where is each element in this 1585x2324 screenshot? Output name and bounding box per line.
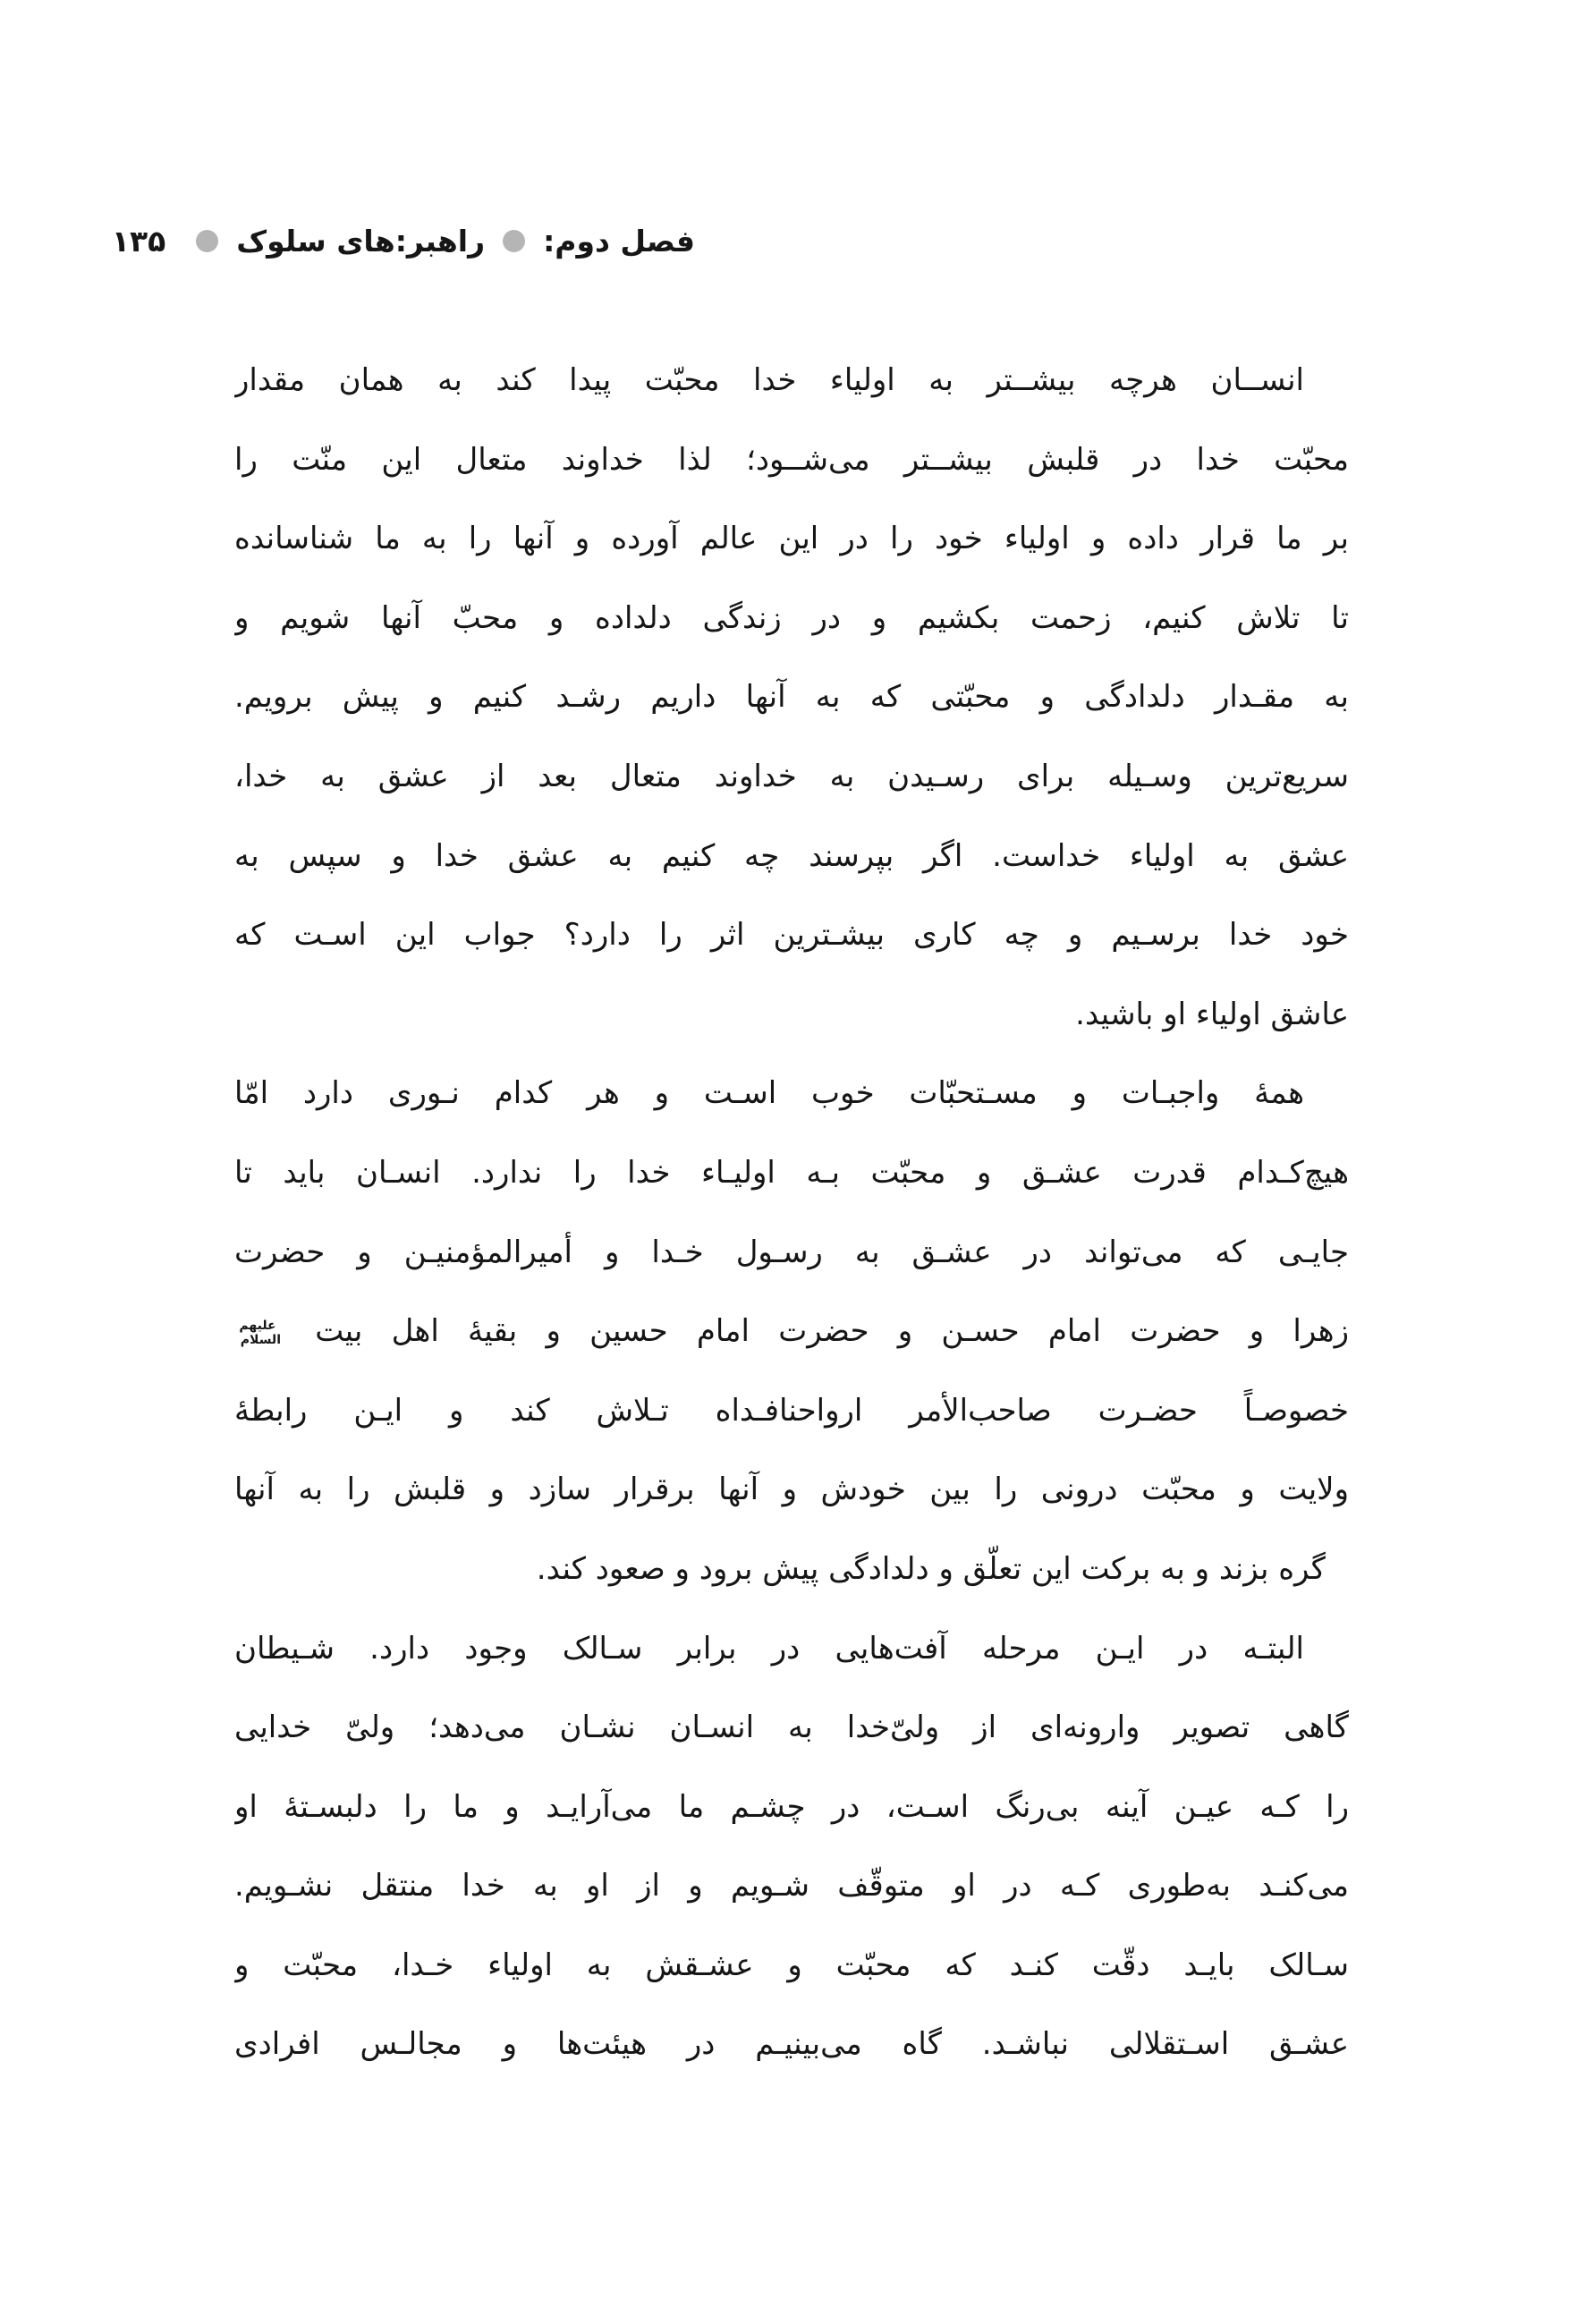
separator-dot-icon [196,230,218,252]
ahl-al-bayt-honorific: علیهم السلام [239,1318,281,1347]
running-head [112,224,695,259]
text-line: عاشق اولیاء او باشید. [1075,996,1349,1032]
text-line: همهٔ واجبـات و مسـتحبّات خوب اسـت و هر کدام نـوری دارد امّا [234,1075,1304,1112]
text-line: عشـق اسـتقلالی نباشـد. گاه می‌بینیـم در هیئت‌ها و مجالـس افرادی [234,2026,1349,2063]
chapter-label: فصل دوم: [543,224,695,259]
separator-dot-icon [503,230,525,252]
text-line: را کـه عیـن آینه بی‌رنگ اسـت، در چشـم ما می‌آرایـد و ما را دلبسـتهٔ او [234,1788,1349,1825]
text-line: گره بزند و به برکت این تعلّق و دلدادگی پیش برود و صعود کند. [536,1550,1326,1587]
text-line: عشق به اولیاء خداست. اگر بپرسند چه کنیم به عشق خدا و سپس به [234,837,1349,874]
text-line: گاهی تصویر وارونه‌ای از ولیّ‌خدا به انسـان نشـان می‌دهد؛ ولیّ خدایی [234,1709,1349,1746]
text-line: هیچ‌کـدام قدرت عشـق و محبّت بـه اولیـاء خدا را ندارد. انسـان باید تا [234,1154,1349,1191]
text-line: خصوصـاً حضـرت صاحب‌الأمر ارواحنافـداه تـلاش کند و ایـن رابطهٔ [234,1392,1349,1429]
text-line: به مقـدار دلدادگی و محبّتی که به آنها داریم رشـد کنیم و پیش برویم. [234,679,1349,716]
text-line: خود خدا برسـیم و چه کاری بیشـترین اثر را دارد؟ جواب این اسـت که [234,917,1349,954]
text-line-content: زهرا و حضرت امام حسـن و حضرت امام حسین و بقیهٔ اهل بیت [315,1313,1349,1350]
body-text [234,341,1349,2084]
text-line [234,1292,1349,1371]
text-line: می‌کنـد به‌طوری کـه در او متوقّف شـویم و از او به خدا منتقل نشـویم. [234,1868,1349,1904]
page-number: ۱۳۵ [111,224,166,259]
book-title: راهبر:های سلوک [236,224,486,259]
text-line: انســان هرچه بیشــتر به اولیاء خدا محبّت پیدا کند به همان مقدار [234,362,1304,398]
text-line: جایـی که می‌تواند در عشـق به رسـول خـدا و أمیرالمؤمنیـن و حضرت [234,1234,1349,1270]
text-line: محبّت خدا در قلبش بیشــتر می‌شــود؛ لذا خداوند متعال این منّت را [234,441,1349,478]
text-line: سریع‌ترین وسـیله برای رسـیدن به خداوند متعال بعد از عشق به خدا، [234,758,1349,794]
text-line: بر ما قرار داده و اولیاء خود را در این عالم آورده و آنها را به ما شناسانده [234,521,1349,557]
text-line: ولایت و محبّت درونی را بین خودش و آنها برقرار سازد و قلبش را به آنها [234,1472,1349,1508]
text-line: البتـه در ایـن مرحله آفت‌هایی در برابر سـالک وجود دارد. شـیطان [234,1630,1304,1667]
text-line: سـالک بایـد دقّت کنـد که محبّت و عشـقش به اولیاء خـدا، محبّت و [234,1947,1349,1983]
text-line: تا تلاش کنیم، زحمت بکشیم و در زندگی دلداده و محبّ آنها شویم و [234,599,1349,636]
